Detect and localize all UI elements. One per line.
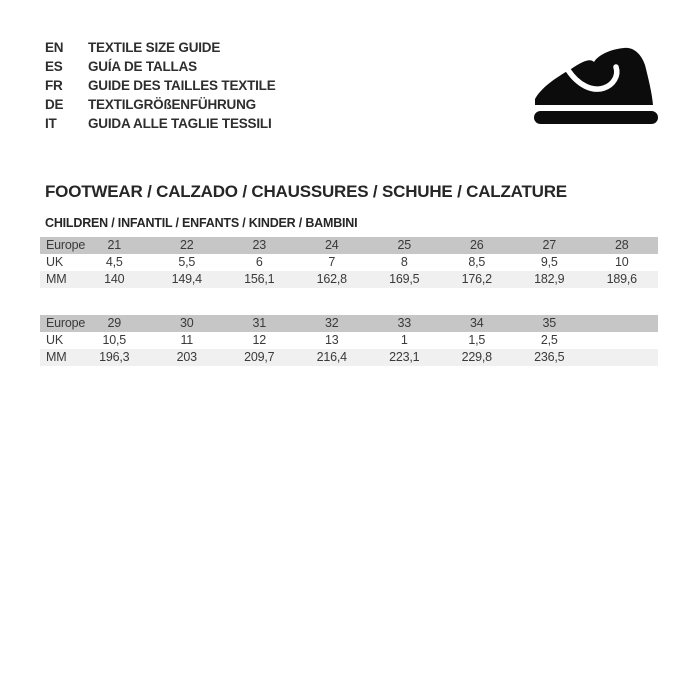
size-row-uk	[40, 254, 658, 271]
size-cell: 223,1	[368, 349, 441, 366]
size-cell: 8	[368, 254, 441, 271]
row-label: UK	[40, 254, 78, 271]
size-cell: 31	[223, 315, 296, 332]
size-table-1	[40, 237, 658, 288]
language-title-list	[45, 38, 276, 133]
size-table-2	[40, 315, 658, 366]
size-cell: 9,5	[513, 254, 586, 271]
size-row-mm	[40, 349, 658, 366]
size-cell: 229,8	[441, 349, 514, 366]
size-row-europe	[40, 315, 658, 332]
row-label: Europe	[40, 315, 78, 332]
size-cell: 169,5	[368, 271, 441, 288]
size-row-mm	[40, 271, 658, 288]
size-cell: 10	[586, 254, 659, 271]
row-label: Europe	[40, 237, 78, 254]
size-cell: 196,3	[78, 349, 151, 366]
size-cell: 29	[78, 315, 151, 332]
size-cell: 30	[151, 315, 224, 332]
size-cell: 12	[223, 332, 296, 349]
size-cell: 27	[513, 237, 586, 254]
size-cell: 203	[151, 349, 224, 366]
size-cell: 34	[441, 315, 514, 332]
size-cell: 216,4	[296, 349, 369, 366]
language-row-it	[45, 114, 276, 133]
size-cell: 21	[78, 237, 151, 254]
size-cell: 24	[296, 237, 369, 254]
section-title: FOOTWEAR / CALZADO / CHAUSSURES / SCHUHE / CALZATURE	[45, 182, 567, 201]
size-cell: 32	[296, 315, 369, 332]
language-code: IT	[45, 116, 57, 131]
size-cell	[586, 349, 659, 366]
size-cell	[586, 315, 659, 332]
size-tables	[40, 237, 658, 366]
language-code: DE	[45, 97, 64, 112]
size-cell: 33	[368, 315, 441, 332]
language-row-fr	[45, 76, 276, 95]
size-cell: 6	[223, 254, 296, 271]
size-cell: 1,5	[441, 332, 514, 349]
language-code: FR	[45, 78, 63, 93]
size-cell: 11	[151, 332, 224, 349]
language-row-es	[45, 57, 276, 76]
size-cell: 189,6	[586, 271, 659, 288]
language-code: ES	[45, 59, 63, 74]
language-row-en	[45, 38, 276, 57]
language-title: TEXTILE SIZE GUIDE	[88, 40, 221, 55]
language-code: EN	[45, 40, 64, 55]
size-cell: 4,5	[78, 254, 151, 271]
size-cell	[586, 332, 659, 349]
size-cell: 26	[441, 237, 514, 254]
size-cell: 35	[513, 315, 586, 332]
size-cell: 13	[296, 332, 369, 349]
children-shoe-icon	[533, 30, 659, 125]
size-cell: 149,4	[151, 271, 224, 288]
size-cell: 10,5	[78, 332, 151, 349]
size-cell: 1	[368, 332, 441, 349]
size-cell: 28	[586, 237, 659, 254]
language-row-de	[45, 95, 276, 114]
size-cell: 182,9	[513, 271, 586, 288]
size-cell: 8,5	[441, 254, 514, 271]
size-cell: 7	[296, 254, 369, 271]
row-label: MM	[40, 271, 78, 288]
size-cell: 23	[223, 237, 296, 254]
size-cell: 5,5	[151, 254, 224, 271]
size-cell: 236,5	[513, 349, 586, 366]
size-cell: 140	[78, 271, 151, 288]
size-row-uk	[40, 332, 658, 349]
size-cell: 176,2	[441, 271, 514, 288]
language-title: GUÍA DE TALLAS	[88, 59, 197, 74]
row-label: UK	[40, 332, 78, 349]
size-cell: 209,7	[223, 349, 296, 366]
language-title: TEXTILGRÖßENFÜHRUNG	[88, 97, 256, 112]
row-label: MM	[40, 349, 78, 366]
size-cell: 25	[368, 237, 441, 254]
size-cell: 162,8	[296, 271, 369, 288]
size-cell: 156,1	[223, 271, 296, 288]
size-cell: 22	[151, 237, 224, 254]
size-cell: 2,5	[513, 332, 586, 349]
section-subtitle: CHILDREN / INFANTIL / ENFANTS / KINDER / BAMBINI	[45, 216, 358, 230]
size-row-europe	[40, 237, 658, 254]
language-title: GUIDA ALLE TAGLIE TESSILI	[88, 116, 272, 131]
language-title: GUIDE DES TAILLES TEXTILE	[88, 78, 276, 93]
